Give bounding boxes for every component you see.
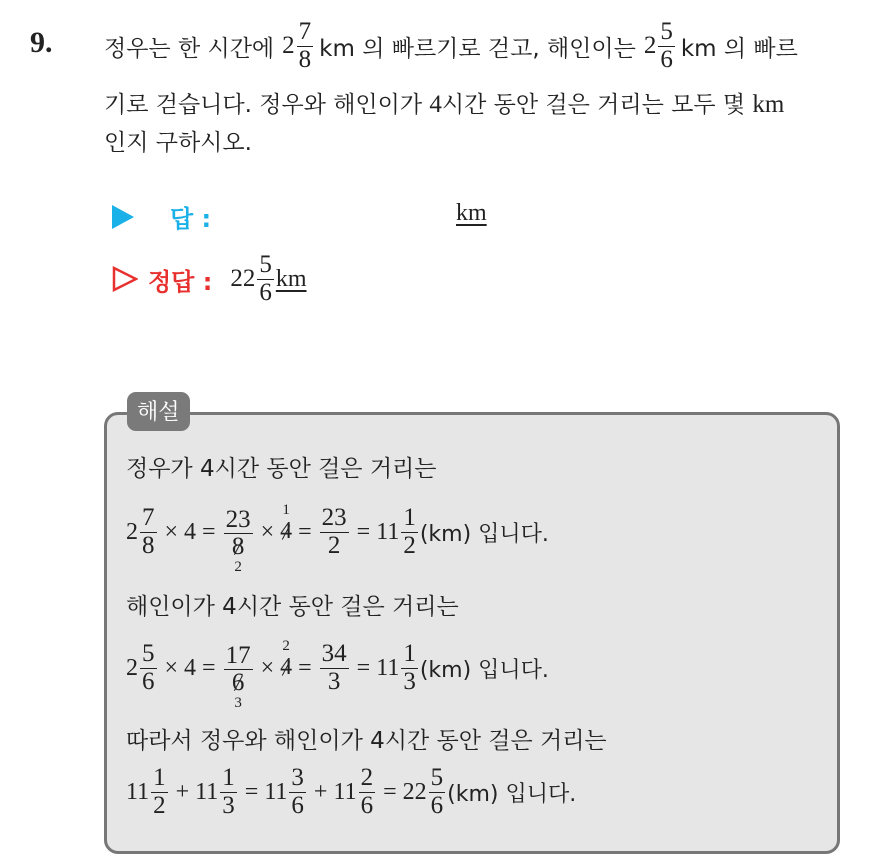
- reduced-number: 1: [282, 502, 290, 518]
- solution-line-3: 따라서 정우와 해인이가 4시간 동안 걸은 거리는: [126, 728, 607, 754]
- solution-line-1: 정우가 4시간 동안 걸은 거리는: [126, 456, 437, 482]
- fraction-denominator: 6: [360, 791, 374, 819]
- eq-operator: × 4 =: [164, 518, 216, 545]
- eq-whole: 11: [264, 778, 288, 805]
- fraction-numerator: 3: [291, 764, 304, 792]
- question-line-3: 인지 구하시오.: [104, 130, 252, 156]
- eq-tail: (km) 입니다.: [447, 781, 577, 807]
- fraction-denominator: 3: [222, 791, 235, 819]
- fraction-numerator: 1: [403, 504, 416, 532]
- correct-answer-row: [112, 248, 307, 310]
- fraction-numerator: 17: [225, 641, 251, 669]
- eq-whole: 2: [126, 518, 138, 545]
- question-text-a: 정우는 한 시간에: [104, 35, 275, 62]
- eq-operator: =: [383, 778, 397, 805]
- eq-whole: 11: [376, 654, 400, 681]
- speed-jungwoo-fraction: [297, 19, 314, 73]
- eq-operator: =: [356, 654, 371, 681]
- speed-haein: [644, 19, 677, 73]
- fraction-denominator: 2: [153, 791, 166, 819]
- solution-line-2: 해인이가 4시간 동안 걸은 거리는: [126, 594, 459, 620]
- question-line2-b: 시간 동안 걸은 거리는 모두 몇: [441, 92, 746, 118]
- fraction-numerator: 1: [222, 764, 235, 792]
- fraction-numerator: 7: [298, 18, 312, 46]
- fraction-numerator: 34: [321, 640, 347, 668]
- eq-whole: 22: [402, 778, 427, 805]
- fraction-denominator: 6: [660, 45, 673, 73]
- eq-operator: =: [298, 518, 312, 545]
- speed-haein-whole: 2: [643, 32, 657, 59]
- speed-jungwoo-whole: 2: [282, 32, 295, 59]
- cancelled-denominator: 8: [231, 533, 245, 560]
- reduced-number: 2: [282, 638, 290, 654]
- fraction-numerator: 1: [153, 764, 166, 792]
- cancelled-denominator: 6: [231, 669, 245, 696]
- eq-whole: 11: [333, 778, 357, 805]
- correct-whole: 22: [230, 265, 256, 292]
- question-number: 9.: [30, 26, 53, 59]
- outline-triangle-icon: [112, 266, 138, 292]
- solution-eq-3: [126, 760, 576, 824]
- eq-operator: =: [356, 518, 371, 545]
- fraction-numerator: 5: [259, 251, 272, 279]
- eq-operator: ×: [260, 518, 275, 545]
- play-triangle-icon: [112, 205, 134, 229]
- eq-whole: 2: [126, 654, 138, 681]
- fraction-numerator: 5: [660, 18, 673, 46]
- fraction-denominator: 6: [259, 278, 272, 306]
- question-line2-a: 기로 걷습니다. 정우와 해인이가: [104, 92, 423, 118]
- cancelled-number: 4: [280, 518, 293, 544]
- eq-operator: =: [298, 654, 312, 681]
- eq-operator: +: [313, 778, 328, 805]
- speed-jungwoo: [282, 19, 315, 73]
- eq-operator: ×: [260, 654, 275, 681]
- reduced-denominator: 2: [234, 559, 242, 576]
- fraction-denominator: 2: [327, 531, 341, 559]
- eq-tail: (km) 입니다.: [419, 521, 549, 547]
- fraction-denominator: 6: [142, 667, 155, 695]
- correct-fraction: [257, 252, 274, 306]
- fraction-numerator: 5: [142, 640, 155, 668]
- question-hours: 4: [429, 91, 442, 118]
- speed-haein-fraction: [658, 19, 675, 73]
- fraction-numerator: 7: [142, 504, 155, 532]
- solution-eq-1: [126, 492, 549, 576]
- eq-operator: +: [175, 778, 190, 805]
- answer-row: [112, 199, 211, 234]
- answer-blank-unit[interactable]: km: [456, 200, 487, 226]
- fraction-numerator: 2: [360, 764, 374, 792]
- solution-eq-2: [126, 628, 549, 712]
- eq-whole: 11: [126, 778, 150, 805]
- fraction-denominator: 6: [291, 791, 304, 819]
- eq-tail: (km) 입니다.: [419, 657, 549, 683]
- fraction-numerator: 5: [430, 764, 444, 792]
- fraction-denominator: 8: [142, 531, 155, 559]
- reduced-denominator: 3: [234, 695, 242, 712]
- cancelled-number: 4: [280, 654, 293, 680]
- fraction-numerator: 1: [403, 640, 416, 668]
- solution-tag: 해설: [127, 392, 190, 431]
- fraction-denominator: 8: [298, 45, 312, 73]
- eq-operator: × 4 =: [164, 654, 216, 681]
- fraction-denominator: 3: [327, 667, 341, 695]
- correct-unit: km: [275, 265, 307, 292]
- fraction-numerator: 23: [321, 504, 347, 532]
- correct-label: 정답 :: [148, 267, 213, 296]
- eq-operator: =: [244, 778, 259, 805]
- question-line-2: [104, 86, 784, 119]
- fraction-denominator: 6: [430, 791, 444, 819]
- eq-whole: 11: [376, 518, 400, 545]
- fraction-denominator: 3: [403, 667, 416, 695]
- question-line-1: [104, 14, 798, 78]
- question-text-b: km 의 빠르기로 걷고, 해인이는: [319, 35, 636, 62]
- correct-value: [230, 252, 276, 306]
- fraction-numerator: 23: [225, 505, 251, 533]
- answer-label: 답 :: [170, 205, 212, 233]
- question-unit: km: [752, 91, 785, 118]
- eq-whole: 11: [195, 778, 219, 805]
- question-text-c: km 의 빠르: [680, 35, 798, 62]
- fraction-denominator: 2: [403, 531, 416, 559]
